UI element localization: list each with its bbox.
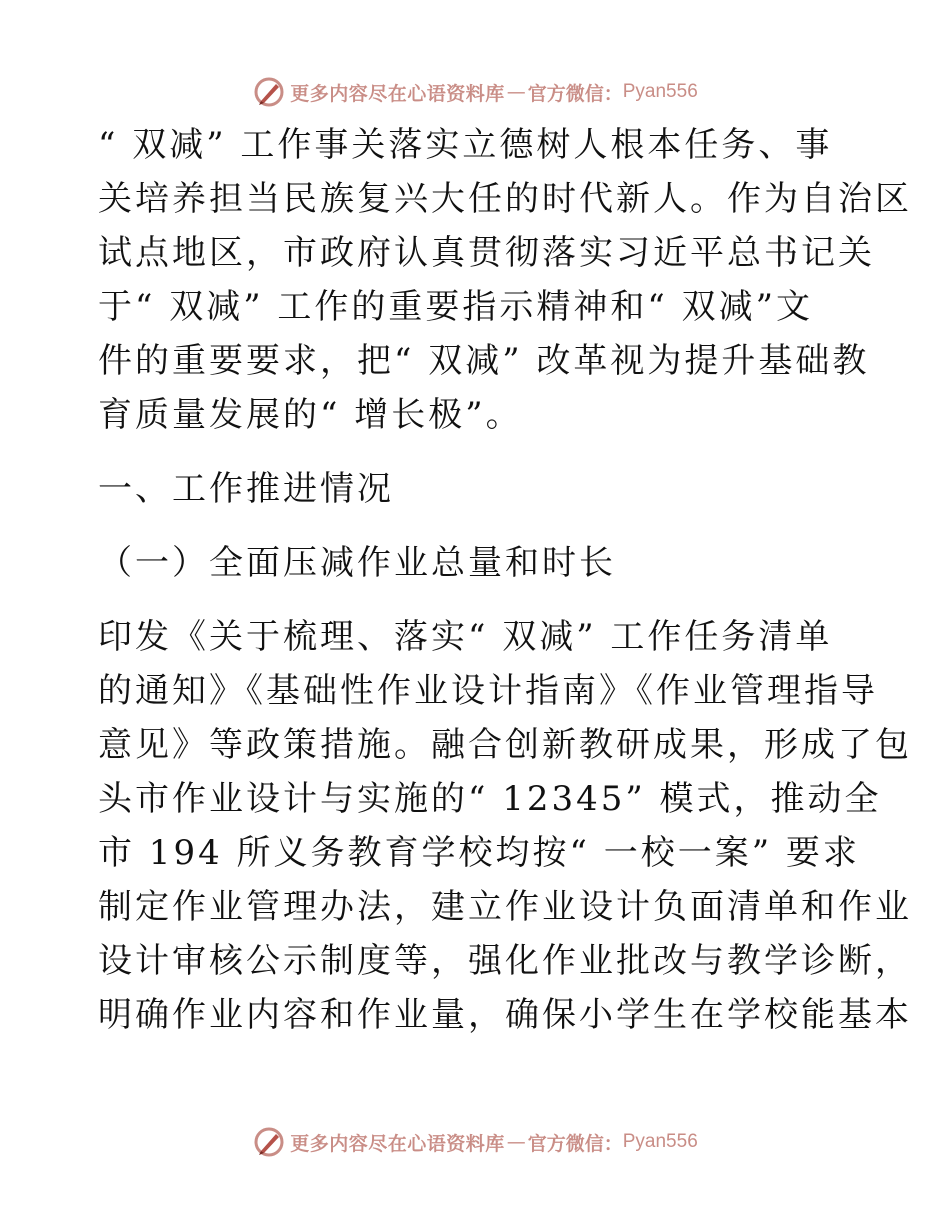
subsection-heading: （一）全面压减作业总量和时长 [98, 543, 616, 583]
text-line: 育质量发展的“ 增长极”。 [98, 395, 523, 435]
section-heading: 一、工作推进情况 [98, 469, 394, 509]
text-line: 试点地区，市政府认真贯彻落实习近平总书记关 [98, 233, 875, 273]
text-line: 印发《关于梳理、落实“ 双减” 工作任务清单 [98, 617, 833, 657]
text-line: 市 194 所义务教育学校均按“ 一校一案” 要求 [98, 833, 860, 873]
pen-logo-icon [252, 1125, 286, 1159]
text-line: 设计审核公示制度等，强化作业批改与教学诊断， [98, 941, 912, 981]
text-line: 制定作业管理办法，建立作业设计负面清单和作业 [98, 887, 912, 927]
text-line: 意见》等政策措施。融合创新教研成果，形成了包 [98, 725, 912, 765]
watermark-contact-label: 官方微信： [527, 82, 623, 105]
watermark-contact-id: Pyan556 [622, 1131, 698, 1152]
text-line: “ 双减” 工作事关落实立德树人根本任务、事 [98, 125, 833, 165]
body-paragraph [98, 610, 912, 1042]
footer-watermark [0, 1122, 950, 1162]
watermark-contact-label: 官方微信： [527, 1132, 623, 1155]
watermark-site-text: 更多内容尽在心语资料库 [290, 1132, 505, 1155]
text-line: 于“ 双减” 工作的重要指示精神和“ 双减”文 [98, 287, 813, 327]
watermark-separator: — [506, 81, 526, 103]
watermark-separator: — [506, 1131, 526, 1153]
text-line: 头市作业设计与实施的“ 12345” 模式，推动全 [98, 779, 882, 819]
text-line: 关培养担当民族复兴大任的时代新人。作为自治区 [98, 179, 912, 219]
watermark-contact-id: Pyan556 [622, 81, 698, 102]
text-line: 明确作业内容和作业量，确保小学生在学校能基本 [98, 995, 912, 1035]
text-line: 的通知》《基础性作业设计指南》《作业管理指导 [98, 671, 878, 711]
text-line: 件的重要要求，把“ 双减” 改革视为提升基础教 [98, 341, 870, 381]
intro-paragraph [98, 118, 912, 442]
pen-logo-icon [252, 75, 286, 109]
watermark-site-text: 更多内容尽在心语资料库 [290, 82, 505, 105]
header-watermark [0, 72, 950, 112]
document-body [98, 118, 912, 1042]
